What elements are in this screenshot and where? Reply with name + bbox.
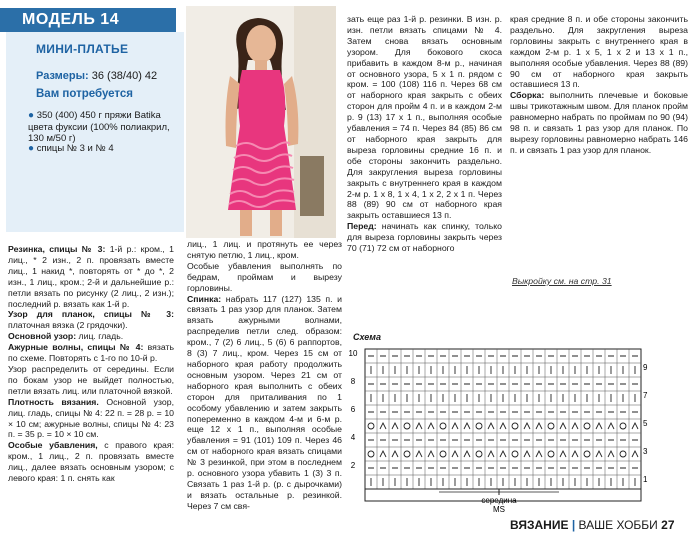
paragraph: Особые убавления выполнять по бедрам, проймам и вырезу горловины. — [187, 260, 342, 293]
text-column-2 — [187, 239, 342, 512]
paragraph: края средние 8 п. и обе стороны закончить раздельно. Для закругления выреза горловины закрыть с внутреннего края в каждом 2-м р. 1 х 5, 1 х 2 и 13 х 1 п., выполняя особые убавления. Через 88 (89) 90 см от наборного края закрыть оставшиеся 13 п. — [510, 14, 688, 90]
row-label: 8 — [350, 377, 356, 386]
model-header-band — [0, 8, 176, 32]
paragraph: Ажурные волны, спицы № 4: вязать по схеме. Повторять с 1-го по 10-й р. — [8, 342, 174, 364]
paragraph: Особые убавления, с правого края: кром., 1 лиц., 2 п. провязать вместе лиц., далее вязать основным узором; с левого края: 1 п. снять как — [8, 440, 174, 484]
stitch-chart — [345, 343, 665, 513]
chart-title: Схема — [353, 332, 381, 342]
material-item — [28, 110, 178, 145]
footer-section: ВАШЕ ХОББИ — [578, 518, 658, 532]
row-label: 10 — [348, 349, 358, 358]
footer-separator: | — [571, 518, 576, 532]
text-column-1 — [8, 244, 174, 484]
row-label: 7 — [643, 391, 648, 400]
paragraph: лиц., 1 лиц. и протянуть ее через снятую петлю, 1 лиц., кром. — [187, 239, 342, 260]
paragraph: Спинка: набрать 117 (127) 135 п. и связать 1 раз узор для планок. Затем вязать ажурными волнами, распределив петли след. образом: кром., 7 (2) 6 лиц., 5 (6) 6 раппортов, 8 (3) 7 лиц., кром. Через 15 см от наборного края работу продолжить основным узором. Через 21 см от наборного края выполнить с обеих сторон для приталивания по 1 особому убавлению и затем закрыть попеременно в каждом 4-м и 6-м р. еще 12 х 1 п., выполняя особые убавления = 91 (101) 109 п. Через 46 см от наборного края вязать спицами № 3 резинкой, при этом в последнем р. основного узора убавить 1 (3) 3 п. Связать 1 раз 1-й р. (р. с дырочками) и вязать остальные р. резинкой. Через 7 см свя- — [187, 293, 342, 511]
model-label: МОДЕЛЬ 14 — [22, 11, 120, 28]
paragraph: Узор для планок, спицы № 3: платочная вязка (2 грядочки). — [8, 309, 174, 331]
paragraph: Основной узор: лиц. гладь. — [8, 331, 124, 342]
row-labels-left — [349, 349, 358, 470]
row-label: 6 — [350, 405, 356, 414]
paragraph: Узор распределить от середины. Если по бокам узор не выйдет полностью, петли вязать лиц. или платочной вязкой. — [8, 363, 174, 396]
row-label: 4 — [350, 433, 356, 442]
page-footer — [510, 518, 675, 532]
sizes-value: 36 (38/40) 42 — [91, 70, 158, 82]
bullet-icon: ● — [28, 110, 35, 121]
center-label: середина — [481, 496, 517, 505]
footer-magazine: ВЯЗАНИЕ — [510, 518, 569, 532]
text-column-4 — [510, 14, 688, 156]
text-column-3 — [347, 14, 502, 254]
row-label: 1 — [643, 475, 648, 484]
row-labels-right — [643, 363, 648, 484]
material-text: спицы № 3 и № 4 — [36, 143, 114, 154]
row-label: 3 — [643, 447, 648, 456]
ms-label: MS — [493, 505, 505, 513]
paragraph: Перед: начинать как спинку, только для выреза горловины закрыть через 70 (71) 72 см от наборного — [347, 221, 502, 254]
model-photo — [186, 6, 336, 238]
paragraph: Резинка, спицы № 3: 1-й р.: кром., 1 лиц., * 2 изн., 2 п. провязать вместе лиц., 1 накид *, повторять от * до *, 2 изн., 1 лиц., кром.; 2-й и дальнейшие р.: петли вязать по рисунку (2 лиц., 2 изн.); последний р. вязать как 1-й р. — [8, 244, 174, 309]
material-text: 350 (400) 450 г пряжи Batika цвета фуксии (100% полиакрил, 130 м/50 г) — [28, 110, 170, 144]
paragraph: Плотность вязания. Основной узор, лиц. гладь, спицы № 4: 22 п. = 28 р. = 10 × 10 см; ажурные волны, спицы № 4: 23 п. = 35 р. = 10 × 10 см. — [8, 396, 174, 440]
paragraph: зать еще раз 1-й р. резинки. В изн. р. изн. петли вязать спицами № 4. Затем снова вязать основным узором. Для бокового скоса прибавить в каждом 8-м р., начиная от основного узора, 5 х 1 п. рядом с кром. = 100 (108) 116 п. Через 68 см от наборного края закрыть с обеих сторон для пройм 4 п. и в каждом 2-м р. 9 (13) 17 х 1 п., выполняя особые убавления = 74 п. Через 84 (85) 86 см от наборного края закрыть для выреза горловины средние 16 п. и обе стороны закончить раздельно. Для закругления выреза горловины закрыть с внутреннего края в каждом 2-м р. 1 х 8, 1 х 4, 1 х 2, 2 х 1 п. Через 88 (89) 90 см от наборного края закрыть оставшиеся 13 п. — [347, 14, 502, 221]
row-label: 2 — [350, 461, 356, 470]
pattern-reference-link[interactable]: Выкройку см. на стр. 31 — [512, 276, 612, 286]
row-label: 5 — [643, 419, 648, 428]
sizes-line — [36, 70, 157, 82]
garment-title: МИНИ-ПЛАТЬЕ — [36, 42, 129, 56]
materials-heading: Вам потребуется — [36, 88, 134, 100]
page-number: 27 — [661, 518, 675, 532]
row-label: 9 — [643, 363, 648, 372]
material-item — [28, 143, 178, 155]
bullet-icon: ● — [28, 143, 35, 154]
paragraph: Сборка: выполнить плечевые и боковые швы трикотажным швом. Для планок пройм равномерно набрать по проймам по 90 (94) 98 п. и связать 1 раз узор для планок. По вырезу горловины равномерно набрать 146 п. и связать 1 раз узор для планок. — [510, 90, 688, 155]
sizes-label: Размеры: — [36, 70, 89, 82]
